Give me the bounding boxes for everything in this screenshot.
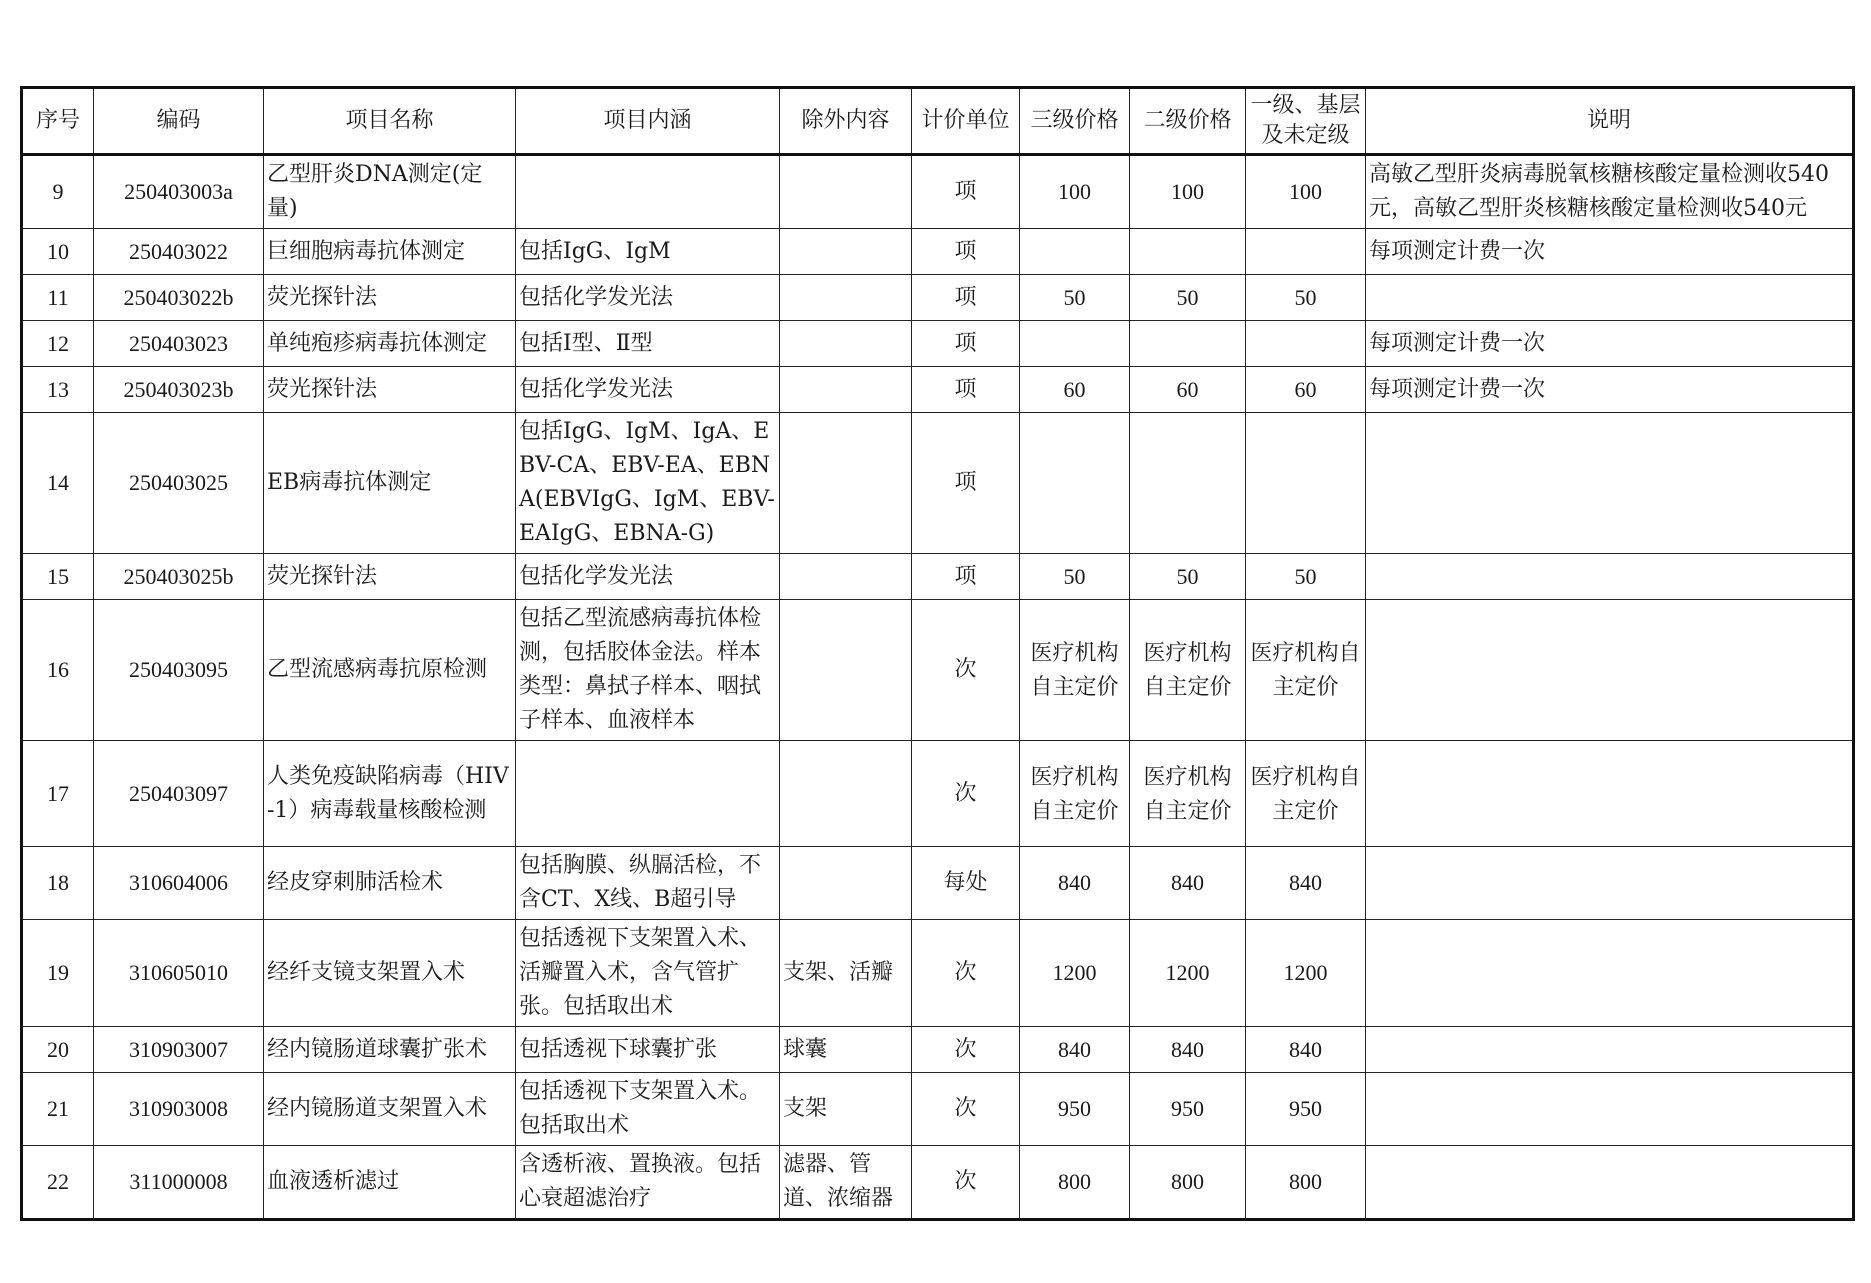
cell-name: 人类免疫缺陷病毒（HIV-1）病毒载量核酸检测: [264, 741, 516, 847]
cell-price1: [1246, 321, 1366, 367]
cell-name: 荧光探针法: [264, 275, 516, 321]
cell-content: 包括Ⅰ型、Ⅱ型: [516, 321, 780, 367]
cell-unit: 项: [912, 413, 1020, 554]
cell-price3: [1020, 229, 1130, 275]
header-excluded: 除外内容: [780, 88, 912, 155]
cell-unit: 次: [912, 600, 1020, 741]
cell-price3: 800: [1020, 1146, 1130, 1220]
cell-note: [1366, 847, 1854, 920]
cell-price1: 医疗机构自主定价: [1246, 600, 1366, 741]
cell-content: 包括透视下球囊扩张: [516, 1027, 780, 1073]
cell-content: [516, 155, 780, 229]
cell-content: 包括化学发光法: [516, 554, 780, 600]
cell-price3: 100: [1020, 155, 1130, 229]
header-price1: 一级、基层及未定级: [1246, 88, 1366, 155]
table-row: [22, 847, 1854, 920]
cell-price1: [1246, 413, 1366, 554]
cell-code: 250403003a: [94, 155, 264, 229]
cell-name: 乙型肝炎DNA测定(定量): [264, 155, 516, 229]
cell-code: 250403023: [94, 321, 264, 367]
cell-unit: 次: [912, 1027, 1020, 1073]
cell-unit: 次: [912, 1146, 1020, 1220]
cell-price1: 50: [1246, 554, 1366, 600]
table-row: [22, 1027, 1854, 1073]
table-row: [22, 600, 1854, 741]
cell-note: 每项测定计费一次: [1366, 229, 1854, 275]
cell-unit: 项: [912, 367, 1020, 413]
cell-excluded: [780, 847, 912, 920]
cell-content: 含透析液、置换液。包括心衰超滤治疗: [516, 1146, 780, 1220]
cell-excluded: [780, 554, 912, 600]
cell-seq: 16: [22, 600, 94, 741]
cell-excluded: [780, 413, 912, 554]
cell-price2: 840: [1130, 1027, 1246, 1073]
cell-seq: 21: [22, 1073, 94, 1146]
cell-excluded: [780, 321, 912, 367]
cell-price3: 950: [1020, 1073, 1130, 1146]
cell-seq: 11: [22, 275, 94, 321]
cell-note: [1366, 1146, 1854, 1220]
cell-content: 包括透视下支架置入术、活瓣置入术，含气管扩张。包括取出术: [516, 920, 780, 1027]
cell-content: 包括IgG、IgM、IgA、EBV-CA、EBV-EA、EBNA(EBVIgG、IgM、EBV-EAIgG、EBNA-G): [516, 413, 780, 554]
cell-excluded: [780, 367, 912, 413]
cell-unit: 项: [912, 229, 1020, 275]
header-price2: 二级价格: [1130, 88, 1246, 155]
cell-excluded: [780, 600, 912, 741]
cell-note: 每项测定计费一次: [1366, 367, 1854, 413]
cell-name: 经内镜肠道球囊扩张术: [264, 1027, 516, 1073]
cell-price2: 医疗机构自主定价: [1130, 741, 1246, 847]
table-row: [22, 321, 1854, 367]
cell-excluded: 支架: [780, 1073, 912, 1146]
cell-price2: 800: [1130, 1146, 1246, 1220]
cell-note: [1366, 741, 1854, 847]
cell-name: EB病毒抗体测定: [264, 413, 516, 554]
cell-content: 包括乙型流感病毒抗体检测，包括胶体金法。样本类型：鼻拭子样本、咽拭子样本、血液样本: [516, 600, 780, 741]
table-row: [22, 155, 1854, 229]
cell-price3: 50: [1020, 554, 1130, 600]
cell-code: 310604006: [94, 847, 264, 920]
header-content: 项目内涵: [516, 88, 780, 155]
cell-excluded: [780, 275, 912, 321]
cell-unit: 项: [912, 321, 1020, 367]
cell-price3: 1200: [1020, 920, 1130, 1027]
cell-seq: 10: [22, 229, 94, 275]
cell-code: 250403095: [94, 600, 264, 741]
cell-price1: 60: [1246, 367, 1366, 413]
cell-code: 250403022b: [94, 275, 264, 321]
table-row: [22, 275, 1854, 321]
cell-code: 310903008: [94, 1073, 264, 1146]
cell-excluded: 球囊: [780, 1027, 912, 1073]
price-table: [20, 86, 1855, 1221]
table-row: [22, 920, 1854, 1027]
cell-price2: 50: [1130, 275, 1246, 321]
cell-name: 单纯疱疹病毒抗体测定: [264, 321, 516, 367]
table-body: [22, 155, 1854, 1220]
cell-price2: 50: [1130, 554, 1246, 600]
cell-name: 荧光探针法: [264, 554, 516, 600]
cell-price2: 60: [1130, 367, 1246, 413]
cell-note: [1366, 920, 1854, 1027]
header-row: [22, 88, 1854, 155]
header-unit: 计价单位: [912, 88, 1020, 155]
cell-price2: 1200: [1130, 920, 1246, 1027]
cell-price1: 840: [1246, 847, 1366, 920]
cell-note: [1366, 275, 1854, 321]
cell-seq: 15: [22, 554, 94, 600]
cell-price3: 医疗机构自主定价: [1020, 741, 1130, 847]
cell-code: 310605010: [94, 920, 264, 1027]
cell-price3: 840: [1020, 1027, 1130, 1073]
cell-code: 250403025: [94, 413, 264, 554]
table-row: [22, 413, 1854, 554]
cell-price3: 60: [1020, 367, 1130, 413]
cell-price1: 50: [1246, 275, 1366, 321]
cell-unit: 次: [912, 1073, 1020, 1146]
cell-note: [1366, 600, 1854, 741]
cell-excluded: 支架、活瓣: [780, 920, 912, 1027]
cell-unit: 次: [912, 741, 1020, 847]
header-seq: 序号: [22, 88, 94, 155]
cell-content: 包括化学发光法: [516, 275, 780, 321]
cell-price1: 950: [1246, 1073, 1366, 1146]
cell-code: 250403097: [94, 741, 264, 847]
cell-price1: 医疗机构自主定价: [1246, 741, 1366, 847]
cell-price3: 50: [1020, 275, 1130, 321]
cell-unit: 次: [912, 920, 1020, 1027]
cell-note: 每项测定计费一次: [1366, 321, 1854, 367]
cell-name: 乙型流感病毒抗原检测: [264, 600, 516, 741]
cell-price2: 950: [1130, 1073, 1246, 1146]
cell-content: 包括化学发光法: [516, 367, 780, 413]
cell-price2: 100: [1130, 155, 1246, 229]
cell-content: 包括胸膜、纵膈活检，不含CT、X线、B超引导: [516, 847, 780, 920]
cell-price1: [1246, 229, 1366, 275]
cell-seq: 19: [22, 920, 94, 1027]
cell-content: 包括透视下支架置入术。包括取出术: [516, 1073, 780, 1146]
cell-price2: [1130, 229, 1246, 275]
cell-seq: 14: [22, 413, 94, 554]
cell-price2: 医疗机构自主定价: [1130, 600, 1246, 741]
cell-excluded: [780, 155, 912, 229]
cell-price3: 医疗机构自主定价: [1020, 600, 1130, 741]
cell-excluded: 滤器、管道、浓缩器: [780, 1146, 912, 1220]
cell-unit: 项: [912, 275, 1020, 321]
cell-price2: [1130, 321, 1246, 367]
cell-seq: 13: [22, 367, 94, 413]
cell-price1: 100: [1246, 155, 1366, 229]
cell-seq: 20: [22, 1027, 94, 1073]
cell-code: 250403023b: [94, 367, 264, 413]
cell-price1: 1200: [1246, 920, 1366, 1027]
cell-seq: 12: [22, 321, 94, 367]
cell-excluded: [780, 741, 912, 847]
table-row: [22, 229, 1854, 275]
cell-name: 巨细胞病毒抗体测定: [264, 229, 516, 275]
header-name: 项目名称: [264, 88, 516, 155]
cell-seq: 9: [22, 155, 94, 229]
cell-code: 250403025b: [94, 554, 264, 600]
cell-unit: 项: [912, 554, 1020, 600]
cell-excluded: [780, 229, 912, 275]
cell-name: 经内镜肠道支架置入术: [264, 1073, 516, 1146]
cell-note: [1366, 554, 1854, 600]
table-row: [22, 741, 1854, 847]
cell-price2: [1130, 413, 1246, 554]
cell-code: 310903007: [94, 1027, 264, 1073]
cell-price3: [1020, 413, 1130, 554]
header-price3: 三级价格: [1020, 88, 1130, 155]
cell-seq: 18: [22, 847, 94, 920]
cell-content: [516, 741, 780, 847]
cell-unit: 每处: [912, 847, 1020, 920]
header-note: 说明: [1366, 88, 1854, 155]
cell-note: 高敏乙型肝炎病毒脱氧核糖核酸定量检测收540元，高敏乙型肝炎核糖核酸定量检测收540元: [1366, 155, 1854, 229]
cell-price2: 840: [1130, 847, 1246, 920]
cell-content: 包括IgG、IgM: [516, 229, 780, 275]
cell-price3: 840: [1020, 847, 1130, 920]
cell-name: 荧光探针法: [264, 367, 516, 413]
cell-seq: 17: [22, 741, 94, 847]
cell-code: 311000008: [94, 1146, 264, 1220]
cell-unit: 项: [912, 155, 1020, 229]
cell-price1: 800: [1246, 1146, 1366, 1220]
cell-name: 血液透析滤过: [264, 1146, 516, 1220]
table-row: [22, 1146, 1854, 1220]
cell-note: [1366, 1073, 1854, 1146]
header-code: 编码: [94, 88, 264, 155]
table-row: [22, 367, 1854, 413]
table-row: [22, 1073, 1854, 1146]
cell-code: 250403022: [94, 229, 264, 275]
table-row: [22, 554, 1854, 600]
cell-name: 经皮穿刺肺活检术: [264, 847, 516, 920]
cell-note: [1366, 413, 1854, 554]
cell-price3: [1020, 321, 1130, 367]
cell-price1: 840: [1246, 1027, 1366, 1073]
cell-seq: 22: [22, 1146, 94, 1220]
cell-name: 经纤支镜支架置入术: [264, 920, 516, 1027]
cell-note: [1366, 1027, 1854, 1073]
